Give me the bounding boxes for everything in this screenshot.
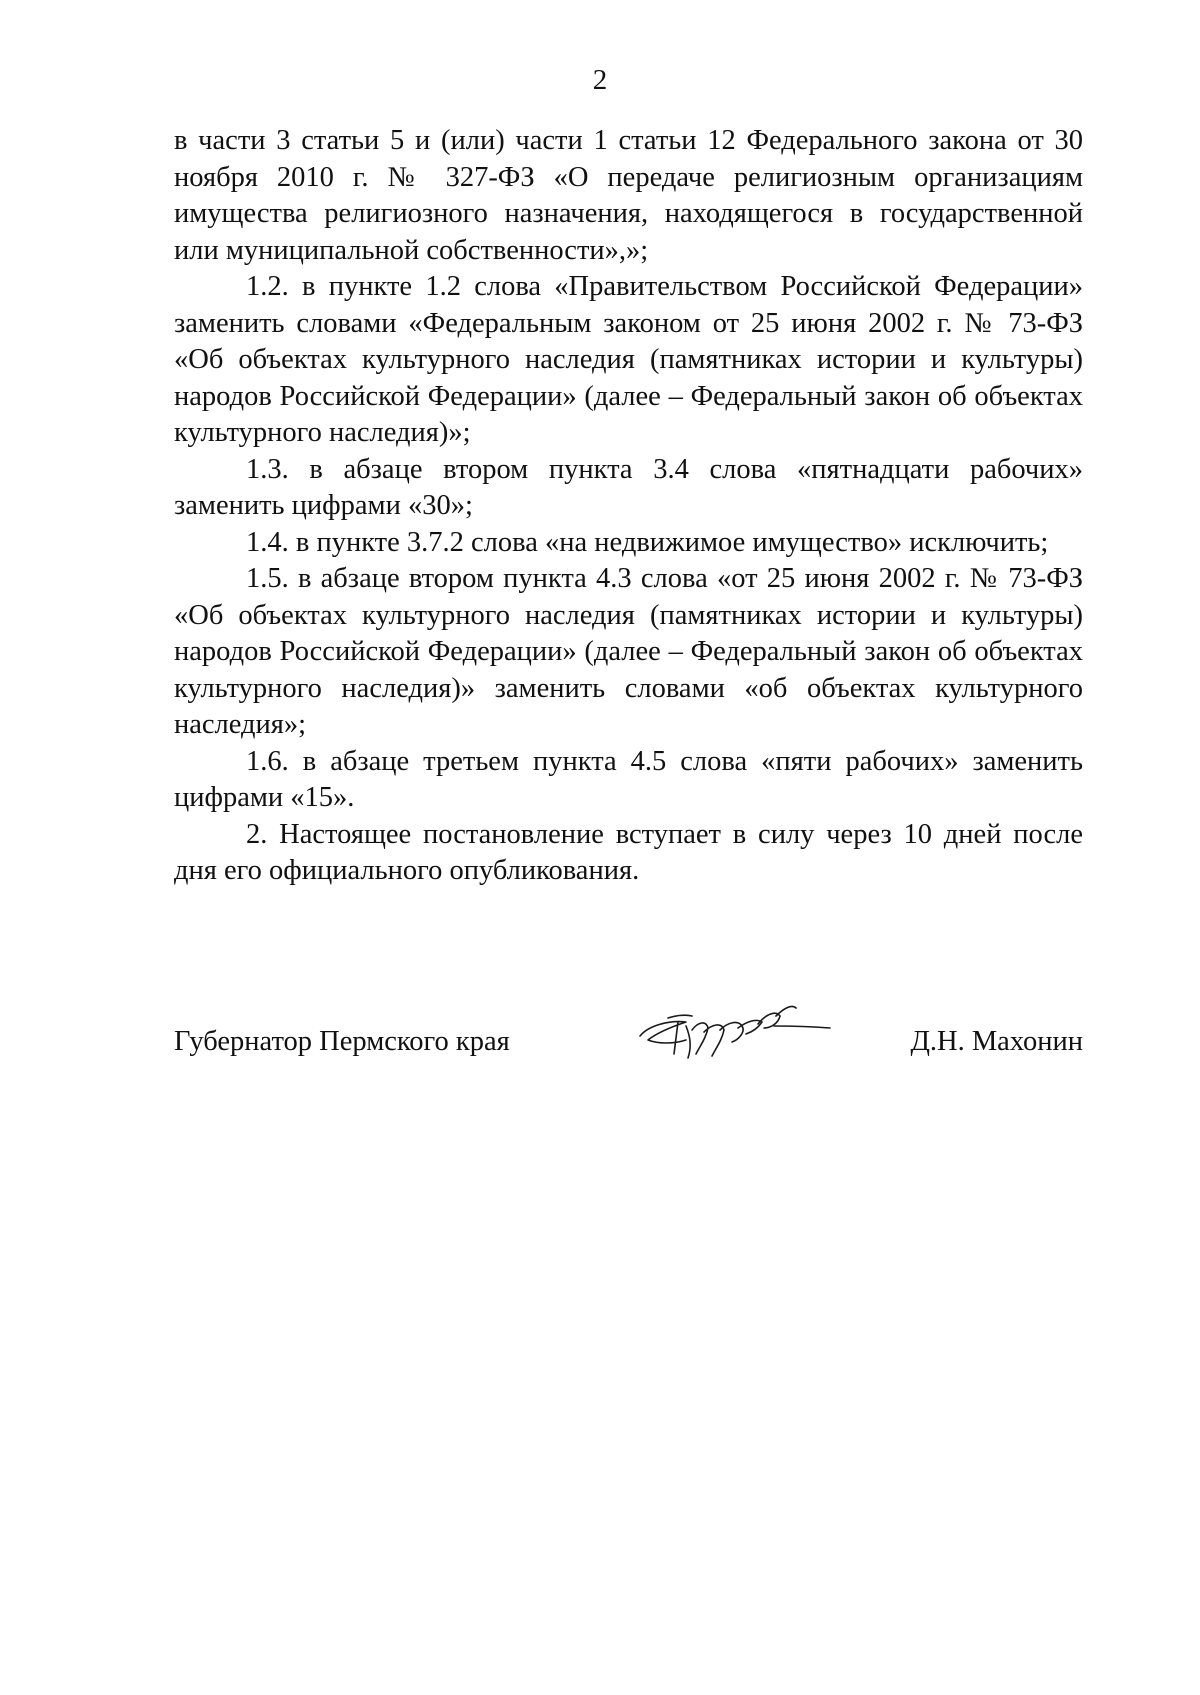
paragraph-continuation: в части 3 статьи 5 и (или) части 1 статьи 12 Федерального закона от 30 ноября 2010 г. № 327-ФЗ «О передаче религиозным организациям имущества религиозного назначения, находящегося в государственной или муниципальной собственности»,»;	[174, 125, 1083, 266]
signatory-name: Д.Н. Махонин	[910, 1026, 1083, 1057]
signature-block	[174, 1004, 1083, 1074]
signatory-position: Губернатор Пермского края	[174, 1026, 510, 1057]
paragraph-item-1-2: 1.2. в пункте 1.2 слова «Правительством Российской Федерации» заменить словами «Федеральным законом от 25 июня 2002 г. № 73-ФЗ «Об объектах культурного наследия (памятниках истории и культуры) народов Российской Федерации» (далее – Федеральный закон об объектах культурного наследия)»;	[174, 271, 1083, 448]
paragraph-item-1-3: 1.3. в абзаце втором пункта 3.4 слова «пятнадцати рабочих» заменить цифрами «30»;	[174, 453, 1083, 521]
paragraph-item-1-5: 1.5. в абзаце втором пункта 4.3 слова «от 25 июня 2002 г. № 73-ФЗ «Об объектах культурного наследия (памятниках истории и культуры) народов Российской Федерации» (далее – Федеральный закон об объектах культурного наследия)» заменить словами «об объектах культурного наследия»;	[174, 563, 1083, 740]
document-body	[174, 123, 1083, 890]
paragraph-item-2: 2. Настоящее постановление вступает в силу через 10 дней после дня его официального опубликования.	[174, 818, 1083, 886]
paragraph-item-1-6: 1.6. в абзаце третьем пункта 4.5 слова «пяти рабочих» заменить цифрами «15».	[174, 745, 1083, 813]
paragraph-item-1-4: 1.4. в пункте 3.7.2 слова «на недвижимое имущество» исключить;	[246, 526, 1049, 558]
page-number: 2	[592, 64, 608, 96]
handwritten-signature	[634, 996, 834, 1068]
